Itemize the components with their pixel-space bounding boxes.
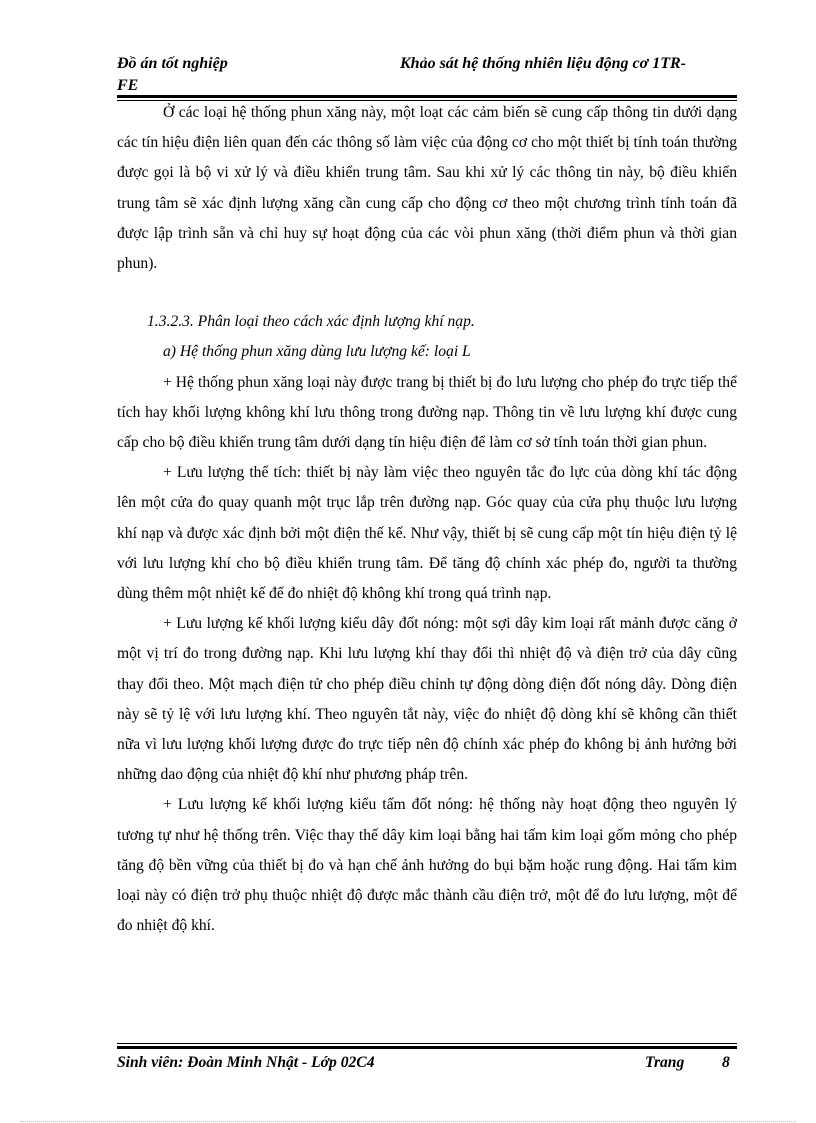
paragraph-hot-wire: + Lưu lượng kế khối lượng kiểu dây đốt nóng: một sợi dây kim loại rất mảnh được căng ở một vị trí đo trong đường nạp. Khi lưu lượng khí thay đổi thì nhiệt độ và điện trở của dây cũng thay đổi theo. Một mạch điện tử cho phép điều chỉnh tự động dòng điện đốt nóng dây. Dòng điện này sẽ tỷ lệ với lưu lượng khí. Theo nguyên tắt này, việc đo nhiệt độ dòng khí sẽ không cần thiết nữa vì lưu lượng khối lượng được đo trực tiếp nên độ chính xác phép đo không bị ảnh hưởng bởi những dao động của nhiệt độ khí như phương pháp trên.: [117, 615, 737, 784]
page-edge-divider: [20, 1121, 796, 1122]
spacer: [117, 279, 737, 307]
paragraph-hot-film: + Lưu lượng kế khối lượng kiểu tấm đốt nóng: hệ thống này hoạt động theo nguyên lý tương tự như hệ thống trên. Việc thay thế dây kim loại bằng hai tấm kim loại gốm mỏng cho phép tăng độ bền vững của thiết bị đo và hạn chế ảnh hưởng do bụi bặm hoặc rung động. Hai tấm kim loại này có điện trở phụ thuộc nhiệt độ được mắc thành cầu điện trở, một để đo lưu lượng, một để đo nhiệt độ khí.: [117, 796, 737, 935]
page-body: [117, 98, 737, 941]
footer-page-label: Trang: [645, 1054, 685, 1071]
footer-page-number: 8: [722, 1054, 730, 1071]
footer-student: Sinh viên: Đoàn Minh Nhật - Lớp 02C4: [117, 1054, 375, 1071]
paragraph-volume-flow: + Lưu lượng thể tích: thiết bị này làm việc theo nguyên tắc đo lực của dòng khí tác động lên một cửa đo quay quanh một trục lắp trên đường nạp. Góc quay của cửa phụ thuộc lưu lượng khí nạp và được xác định bởi một điện thế kế. Như vậy, thiết bị sẽ cung cấp một tín hiệu điện tỷ lệ với lưu lượng khí cho bộ điều khiển trung tâm. Để tăng độ chính xác phép đo, người ta thường dùng thêm một nhiệt kế để đo nhiệt độ không khí trong quá trình nạp.: [117, 464, 737, 603]
paragraph-l-type: + Hệ thống phun xăng loại này được trang bị thiết bị đo lưu lượng cho phép đo trực tiếp thể tích hay khối lượng không khí lưu thông trong đường nạp. Thông tin về lưu lượng khí được cung cấp cho bộ điều khiển trung tâm dưới dạng tín hiệu điện để làm cơ sở tính toán thời gian phun.: [117, 373, 737, 452]
header-title-right: Khảo sát hệ thống nhiên liệu động cơ 1TR-: [400, 55, 686, 72]
footer-rule-thin: [117, 1043, 737, 1044]
paragraph-intro: Ở các loại hệ thống phun xăng này, một loạt các cảm biến sẽ cung cấp thông tin dưới dạng các tín hiệu điện liên quan đến các thông số làm việc của động cơ cho một thiết bị tính toán thường được gọi là bộ vi xử lý và điều khiển trung tâm. Sau khi xử lý các thông tin này, bộ điều khiển trung tâm sẽ xác định lượng xăng cần cung cấp cho động cơ theo một chương trình tính toán đã được lập trình sẵn và chỉ huy sự hoạt động của các vòi phun xăng (thời điểm phun và thời gian phun).: [117, 104, 737, 273]
section-heading: 1.3.2.3. Phân loại theo cách xác định lượng khí nạp.: [147, 313, 475, 331]
footer-rule-thick: [117, 1046, 737, 1049]
header-title-left: Đồ án tốt nghiệp: [117, 55, 228, 72]
header-title-continuation: FE: [117, 77, 139, 94]
sub-heading: a) Hệ thống phun xăng dùng lưu lượng kế: loại L: [163, 343, 471, 361]
